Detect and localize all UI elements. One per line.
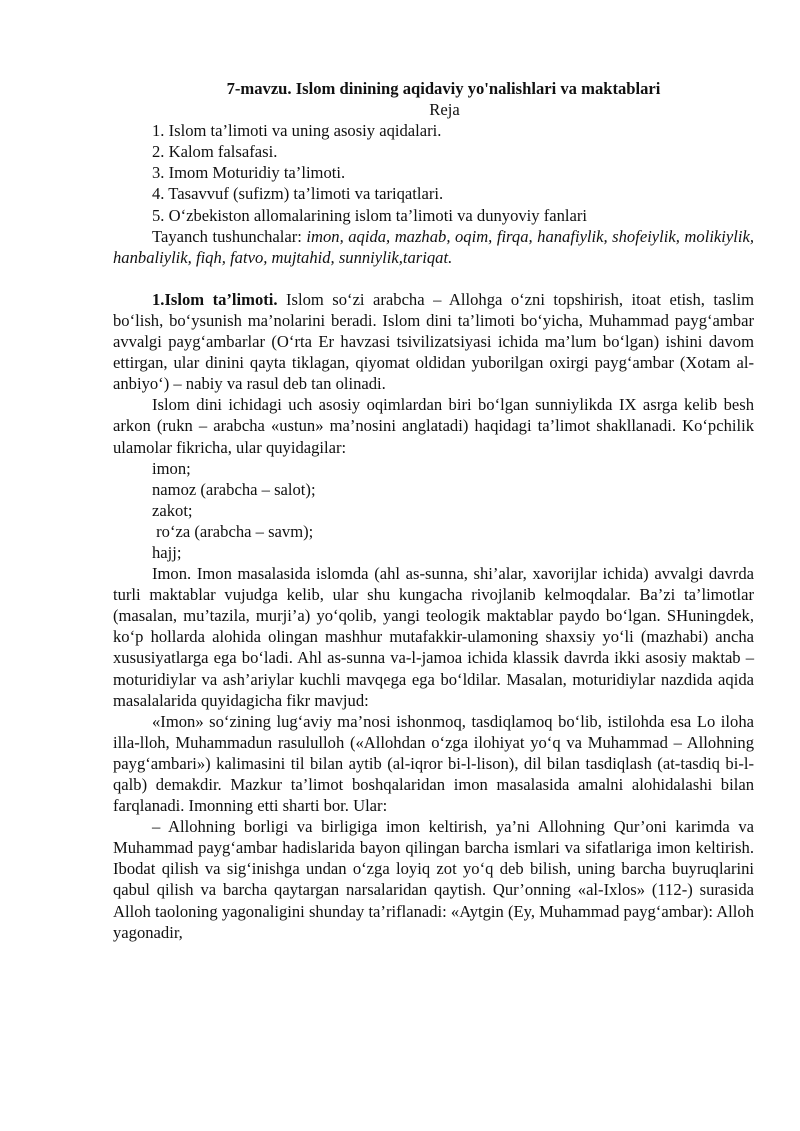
pillar-item: hajj;: [152, 542, 182, 562]
section-1-paragraph-2: Islom dini ichidagi uch asosiy oqimlardan biri bo‘lgan sunniylikda IX asrga kelib besh arkon (rukn – arabcha «ustun» ma’nosini anglatadi) haqidagi ta’limot shakllanadi. Ko‘pchilik ulamolar fikricha, ular quyidagilar:: [113, 395, 754, 457]
keywords-paragraph: [113, 226, 754, 268]
section-1-heading: 1.Islom ta’limoti.: [152, 289, 278, 309]
section-1-text: Islom so‘zi arabcha – Allohga o‘zni topshirish, itoat etish, taslim bo‘lish, bo‘ysunish ma’nolarini beradi. Islom dini ta’limoti bo‘yicha, Muhammad payg‘ambar avvalgi payg‘ambarlar (O‘rta Er havzasi tsivilizatsiyasi ichida ma’lum bo‘lgan) ishini davom ettirgan, ular dinini qayta tiklagan, qiyomat oldidan yuborilgan oxirgi payg‘ambar (Xotam al-anbiyo‘) – nabiy va rasul deb tan olinadi.: [113, 289, 754, 394]
spacer: [113, 268, 754, 289]
pillars-list: [113, 458, 754, 563]
pillar-item: imon;: [152, 458, 191, 478]
plan-item: 4. Tasavvuf (sufizm) ta’limoti va tariqatlari.: [152, 184, 444, 204]
section-1-paragraph-1: [113, 289, 754, 394]
plan-heading: Reja: [429, 100, 460, 120]
page-title: 7-mavzu. Islom dinining aqidaviy yo'nalishlari va maktablari: [226, 79, 661, 98]
pillar-item: zakot;: [152, 500, 193, 520]
section-1-paragraph-4: «Imon» so‘zining lug‘aviy ma’nosi ishonmoq, tasdiqlamoq bo‘lib, istilohda esa Lo iloha illa-lloh, Muhammadun rasululloh («Allohdan o‘zga ilohiyat yo‘q va Muhammad – Allohning payg‘ambari») kalimasini til bilan aytib (al-iqror bi-l-lison), dil bilan tasdiqlash (at-tasdiq bi-l-qalb) demakdir. Mazkur ta’limot boshqalaridan imon masalasida amalni alohidalashi bilan farqlanadi. Imonning etti sharti bor. Ular:: [113, 711, 754, 816]
section-1-paragraph-3: Imon. Imon masalasida islomda (ahl as-sunna, shi’alar, xavorijlar ichida) avvalgi davrda turli maktablar vujudga kelib, ular shu kungacha rivojlanib kelmoqdalar. Ba’zi ta’limotlar (masalan, mu’tazila, murji’a) yo‘qolib, yangi teologik maktablar paydo bo‘lgan. SHuningdek, ko‘p hollarda alohida olingan mashhur mutafakkir-ulamoning shaxsiy yo‘li (mazhabi) ancha xususiyatlarga ega bo‘ladi. Ahl as-sunna va-l-jamoa ichida klassik davrda ikki asosiy maktab – moturidiylar va ash’ariylar kuchli mavqega ega bo‘ldilar. Masalan, moturidiylar nazdida aqida masalalarida quyidagicha fikr mavjud:: [113, 564, 754, 710]
keywords-label: Tayanch tushunchalar:: [152, 226, 307, 246]
plan-item: 3. Imom Moturidiy ta’limoti.: [152, 163, 346, 183]
plan-list: [113, 120, 754, 225]
plan-item: 2. Kalom falsafasi.: [152, 142, 278, 162]
section-1-paragraph-5: – Allohning borligi va birligiga imon keltirish, ya’ni Allohning Qur’oni karimda va Muhammad payg‘ambar hadislarida bayon qilingan barcha ismlari va sifatlariga imon keltirish. Ibodat qilish va sig‘inishga undan o‘zga loyiq zot yo‘q deb bilish, uning barcha buyruqlarini qabul qilish va barcha qaytargan narsalaridan qaytish. Qur’onning «al-Ixlos» (112-) surasida Alloh taoloning yagonaligini shunday ta’riflanadi: «Aytgin (Ey, Muhammad payg‘ambar): Alloh yagonadir,: [113, 817, 754, 942]
plan-item: 5. O‘zbekiston allomalarining islom ta’limoti va dunyoviy fanlari: [152, 205, 588, 225]
pillar-item: namoz (arabcha – salot);: [152, 479, 316, 499]
keywords-terms: imon, aqida, mazhab, oqim, firqa, hanafiylik, shofeiylik, molikiylik, hanbaliylik, fiqh, fatvo, mujtahid, sunniylik,tariqat.: [113, 226, 755, 267]
plan-item: 1. Islom ta’limoti va uning asosiy aqidalari.: [152, 121, 442, 141]
pillar-item: ro‘za (arabcha – savm);: [152, 521, 314, 541]
